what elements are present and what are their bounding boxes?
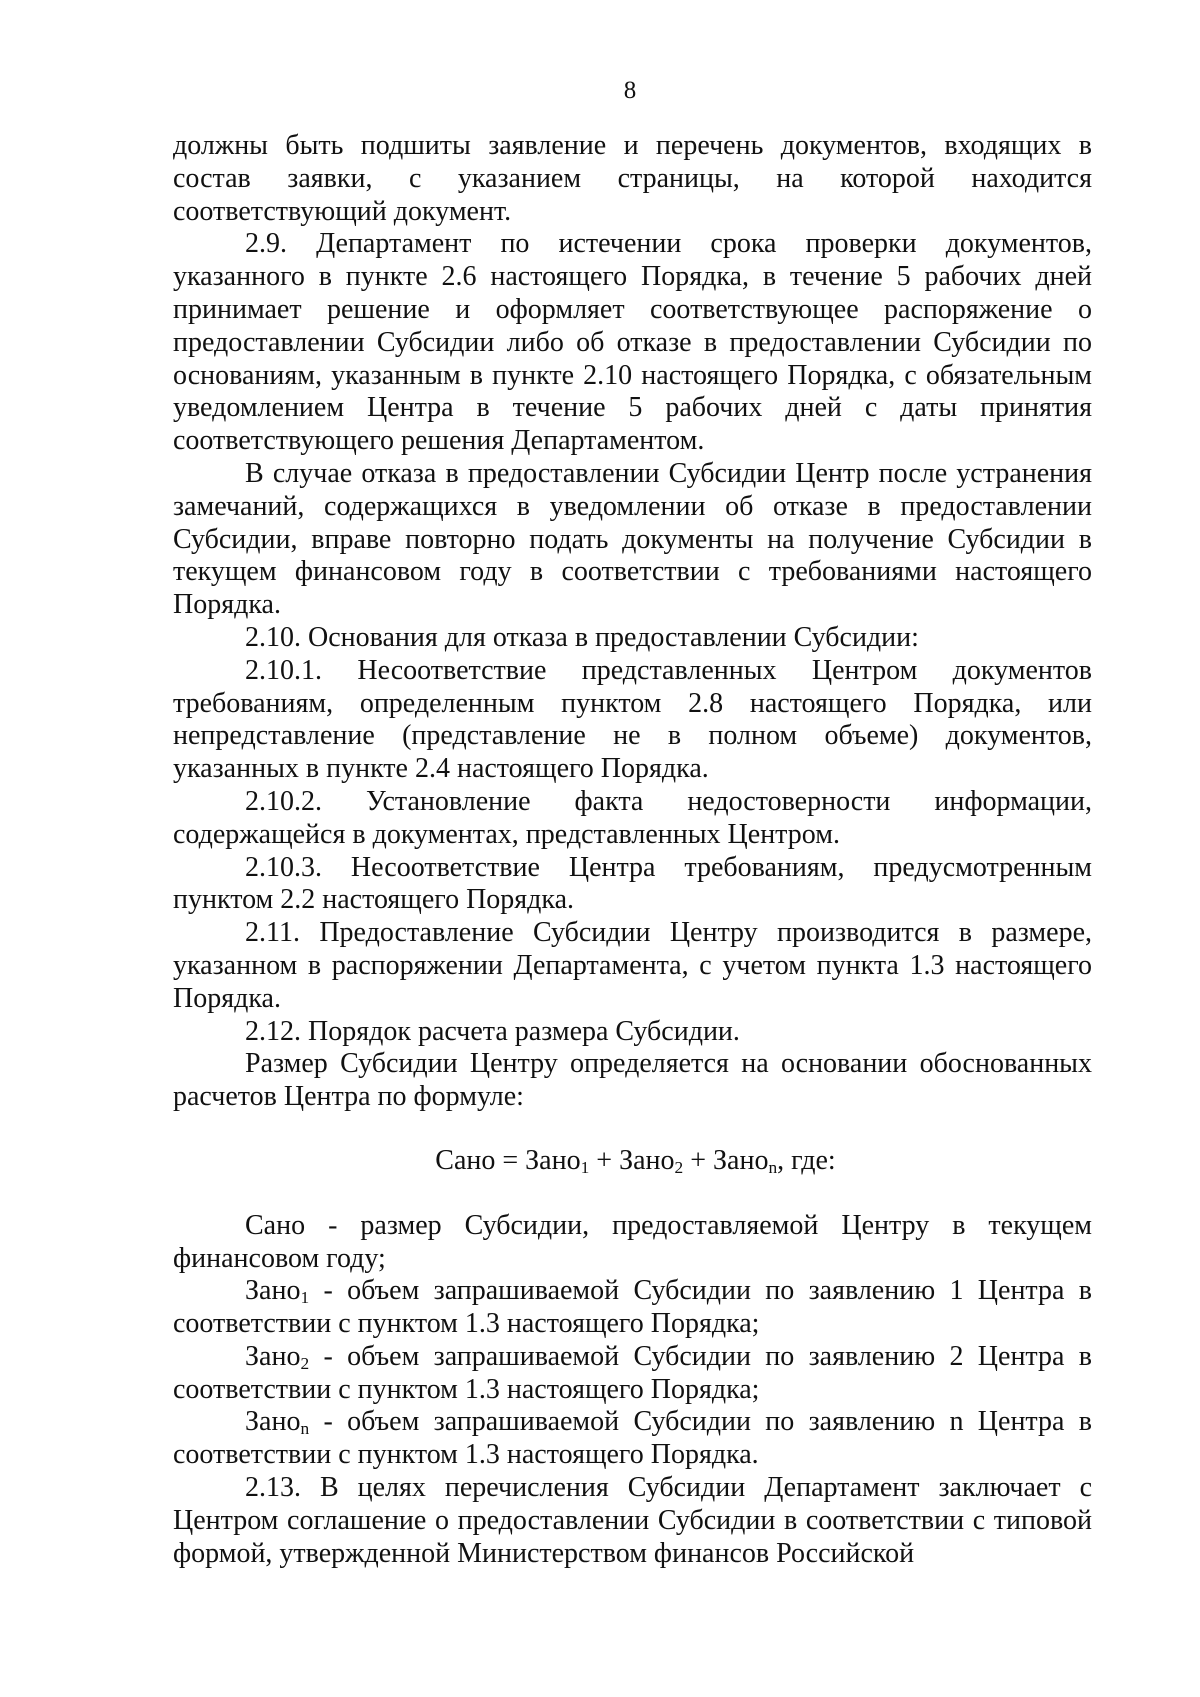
formula-lhs: Сано [435, 1144, 496, 1176]
paragraph-2-11: 2.11. Предоставление Субсидии Центру производится в размере, указанном в распоряжении Департамента, с учетом пункта 1.3 настоящего Порядка. [173, 917, 1092, 1014]
page-number: 8 [623, 77, 637, 104]
formula-term-n: Зано [713, 1144, 769, 1176]
definition-term: Зано [245, 1406, 301, 1438]
paragraph-2-9: 2.9. Департамент по истечении срока проверки документов, указанного в пункте 2.6 настоящего Порядка, в течение 5 рабочих дней принимает решение и оформляет соответствующее распоряжение о предоставлении Субсидии либо об отказе в предоставлении Субсидии по основаниям, указанным в пункте 2.10 настоящего Порядка, с обязательным уведомлением Центра в течение 5 рабочих дней с даты принятия соответствующего решения Департаментом. [173, 228, 1092, 457]
formula-plus-1: + [589, 1144, 620, 1176]
formula-term-2: Зано [619, 1144, 675, 1176]
formula-plus-2: + [683, 1144, 714, 1176]
subsidy-formula [173, 1145, 1092, 1178]
paragraph-continuation: должны быть подшиты заявление и перечень документов, входящих в состав заявки, с указанием страницы, на которой находится соответствующий документ. [173, 130, 1092, 227]
document-body [173, 130, 1092, 1570]
definition-text: - объем запрашиваемой Субсидии по заявлению 1 Центра в соответствии с пунктом 1.3 настоящего Порядка; [173, 1275, 1092, 1340]
definition-zano-n [173, 1406, 1092, 1472]
formula-term-1: Зано [525, 1144, 581, 1176]
paragraph-2-10-1: 2.10.1. Несоответствие представленных Центром документов требованиям, определенным пунктом 2.8 настоящего Порядка, или непредставление (представление не в полном объеме) документов, указанных в пункте 2.4 настоящего Порядка. [173, 654, 1092, 785]
formula-equals: = [495, 1144, 526, 1176]
formula-term-1-sub: 1 [580, 1157, 590, 1177]
paragraph-refusal-case: В случае отказа в предоставлении Субсидии Центр после устранения замечаний, содержащихся в уведомлении об отказе в предоставлении Субсидии, вправе повторно подать документы на получение Субсидии в текущем финансовом году в соответствии с требованиями настоящего Порядка. [173, 457, 1092, 621]
paragraph-2-13: 2.13. В целях перечисления Субсидии Департамент заключает с Центром соглашение о предоставлении Субсидии в соответствии с типовой формой, утвержденной Министерством финансов Российской [173, 1472, 1092, 1569]
definition-term-sub: 2 [300, 1353, 310, 1373]
definition-text: - объем запрашиваемой Субсидии по заявлению 2 Центра в соответствии с пунктом 1.3 настоящего Порядка; [173, 1340, 1092, 1405]
definition-term-sub: n [300, 1419, 310, 1439]
formula-term-n-sub: n [768, 1157, 778, 1177]
paragraph-2-10-3: 2.10.3. Несоответствие Центра требованиям, предусмотренным пунктом 2.2 настоящего Порядка. [173, 851, 1092, 916]
definition-term: Зано [245, 1340, 301, 1372]
definition-zano-1 [173, 1275, 1092, 1341]
definition-text: - размер Субсидии, предоставляемой Центру в текущем финансовом году; [173, 1209, 1092, 1274]
paragraph-2-10-2: 2.10.2. Установление факта недостоверности информации, содержащейся в документах, представленных Центром. [173, 785, 1092, 850]
definition-term-sub: 1 [300, 1288, 310, 1308]
definition-term: Сано [245, 1209, 306, 1241]
paragraph-formula-intro: Размер Субсидии Центру определяется на основании обоснованных расчетов Центра по формуле: [173, 1048, 1092, 1113]
formula-tail: , где: [777, 1144, 836, 1176]
paragraph-2-10: 2.10. Основания для отказа в предоставлении Субсидии: [245, 621, 919, 653]
definition-zano-2 [173, 1341, 1092, 1407]
paragraph-2-12: 2.12. Порядок расчета размера Субсидии. [245, 1015, 740, 1047]
formula-term-2-sub: 2 [674, 1157, 684, 1177]
definition-text: - объем запрашиваемой Субсидии по заявлению n Центра в соответствии с пунктом 1.3 настоящего Порядка. [173, 1406, 1092, 1471]
definition-sano [173, 1210, 1092, 1276]
definition-term: Зано [245, 1275, 301, 1307]
